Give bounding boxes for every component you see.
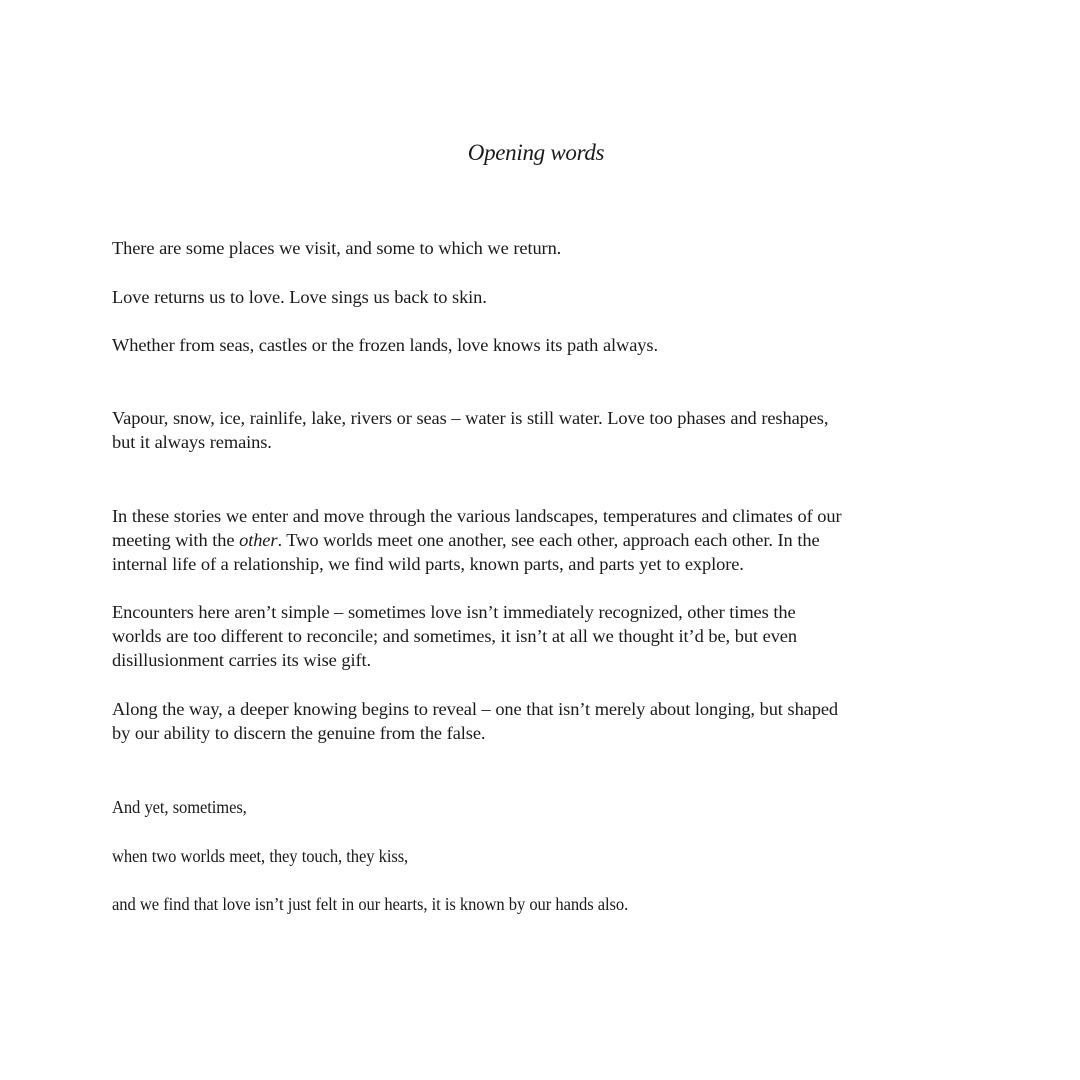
text-line: worlds are too different to reconcile; and sometimes, it isn’t at all we thought it’d be, but even — [112, 626, 797, 646]
text-line: There are some places we visit, and some to which we return. — [112, 238, 562, 258]
text-line: but it always remains. — [112, 432, 272, 452]
paragraph-stories — [112, 504, 972, 576]
emphasis-other: other — [239, 530, 278, 550]
text-line: In these stories we enter and move through the various landscapes, temperatures and climates of our — [112, 506, 842, 526]
page-title: Opening words — [467, 140, 605, 165]
text-line: Whether from seas, castles or the frozen lands, love knows its path always. — [112, 335, 658, 355]
paragraph-encounters — [112, 600, 972, 672]
paragraph-along-the-way — [112, 697, 972, 745]
text-line: Encounters here aren’t simple – sometimes love isn’t immediately recognized, other times the — [112, 602, 796, 622]
text-line: Love returns us to love. Love sings us back to skin. — [112, 287, 487, 307]
text-line: And yet, sometimes, — [112, 797, 247, 817]
text-line: disillusionment carries its wise gift. — [112, 650, 372, 670]
text-line: Along the way, a deeper knowing begins to reveal – one that isn’t merely about longing, but shaped — [112, 699, 838, 719]
text-line — [112, 528, 972, 552]
paragraph-vapour — [112, 406, 972, 454]
text-line: and we find that love isn’t just felt in our hearts, it is known by our hands also. — [112, 894, 629, 914]
text-line: internal life of a relationship, we find wild parts, known parts, and parts yet to explore. — [112, 554, 744, 574]
paragraph-known-by-hands — [112, 892, 972, 916]
paragraph-and-yet — [112, 795, 972, 819]
text-line: when two worlds meet, they touch, they kiss, — [112, 846, 409, 866]
paragraph-places — [112, 236, 972, 260]
text-line: by our ability to discern the genuine from the false. — [112, 723, 486, 743]
paragraph-love-returns — [112, 285, 972, 309]
text-segment: . Two worlds meet one another, see each other, approach each other. In the — [277, 530, 820, 550]
text-line: Vapour, snow, ice, rainlife, lake, rivers or seas – water is still water. Love too phases and reshapes, — [112, 408, 829, 428]
paragraph-two-worlds — [112, 844, 972, 868]
paragraph-whether — [112, 333, 972, 357]
text-segment: meeting with the — [112, 530, 240, 550]
